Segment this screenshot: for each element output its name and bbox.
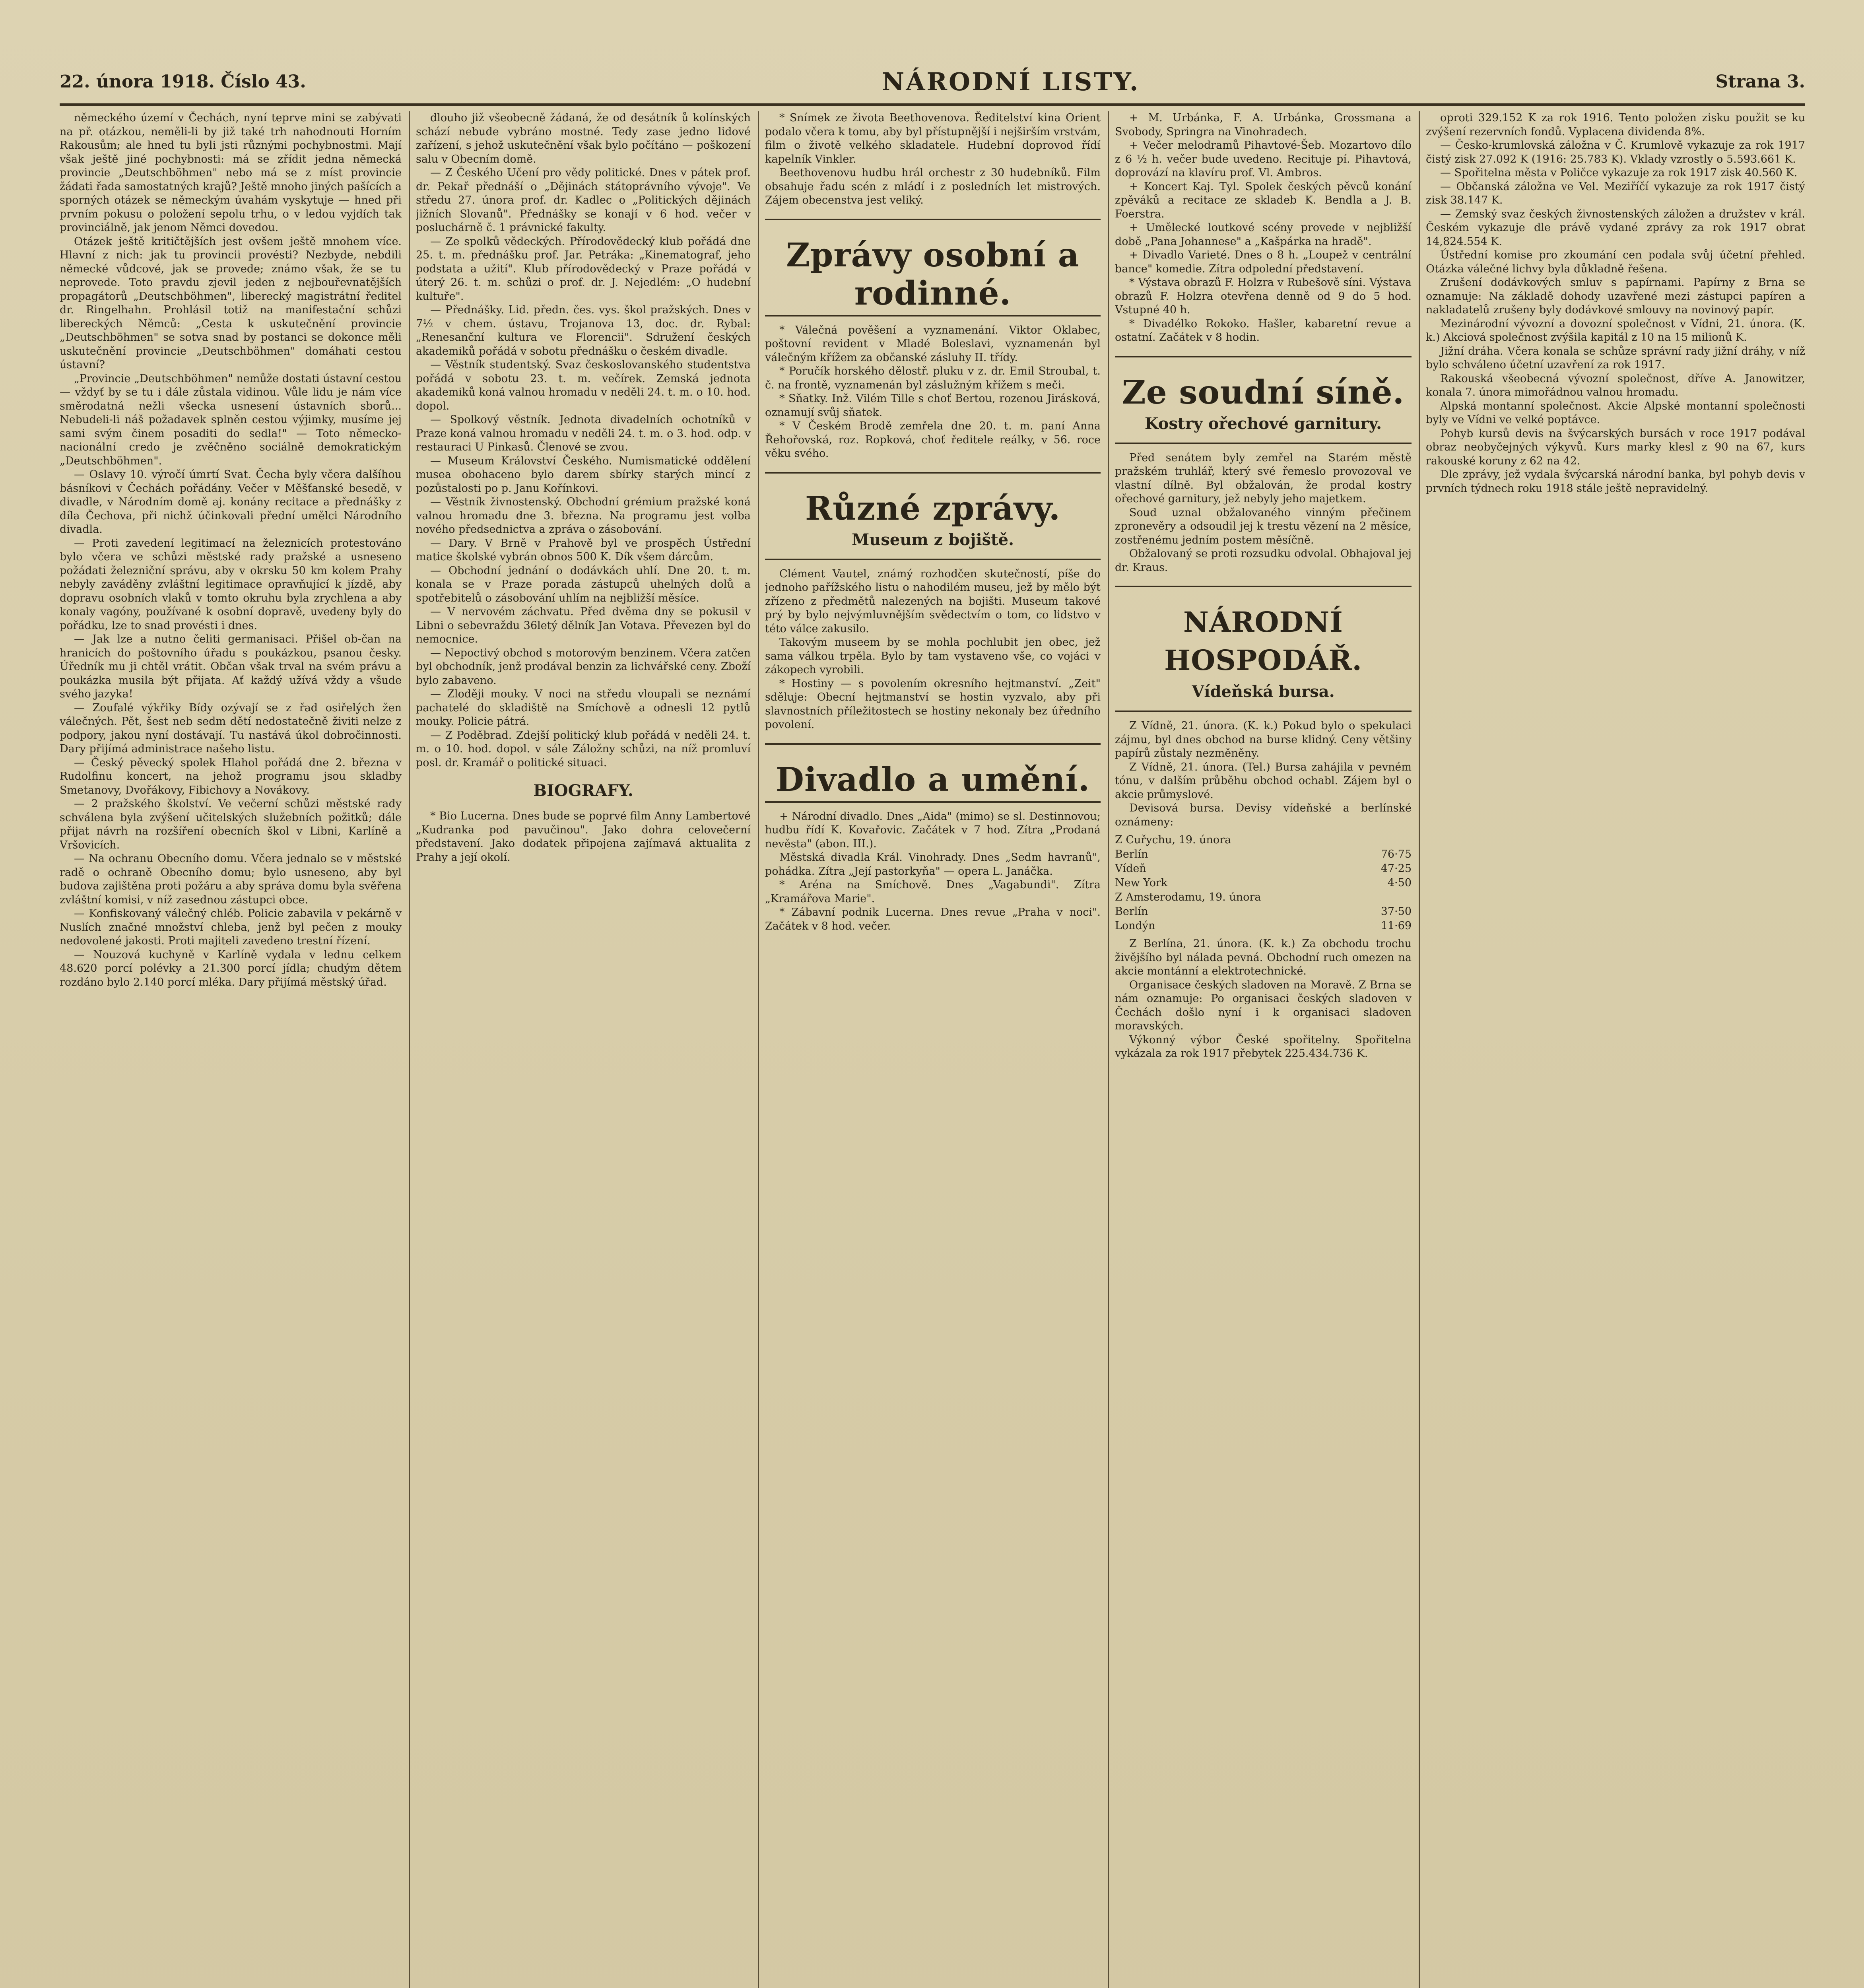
devisy-value: 37·50 — [1381, 905, 1412, 918]
hospodar-subheading: Vídeňská bursa. — [1192, 682, 1335, 701]
devisy-name: Z Amsterodamu, 19. února — [1115, 891, 1261, 903]
devisy-name: Z Cuřychu, 19. února — [1115, 834, 1231, 846]
article-paragraph: — Z Českého Učení pro vědy politické. Dnes v pátek prof. dr. Pekař přednáší o „Dějinách státoprávního vývoje". Ve středu 27. února prof. dr. Kadlec o „Politických dějinách jižních Slovanů". Přednášky se konají v 6 hod. večer v posluchárně č. 1 právnické fakulty. — [416, 167, 751, 234]
osobni-heading: Zprávy osobní a rodinné. — [786, 236, 1080, 313]
article-paragraph: — Ze spolků vědeckých. Přírodovědecký klub pořádá dne 25. t. m. přednášku prof. Jar. Petráka: „Kinematograf, jeho podstata a užití". Klub přírodovědecký v Praze pořádá v úterý 26. t. m. schůzi o prof. dr. J. Nejedlém: „O hudební kultuře". — [416, 235, 751, 303]
article-paragraph: + Divadlo Varieté. Dnes o 8 h. „Loupež v centrální bance" komedie. Zítra odpolední představení. — [1115, 249, 1412, 275]
article-paragraph: * Sňatky. Inž. Vilém Tille s choť Bertou, rozenou Jirásková, oznamují svůj sňatek. — [765, 392, 1101, 419]
article-paragraph: — Česko-krumlovská záložna v Č. Krumlově vykazuje za rok 1917 čistý zisk 27.092 K (1916: 25.783 K). Vklady vzrostly o 5.593.661 K. — [1426, 139, 1805, 165]
column-2 — [416, 111, 751, 1988]
article-paragraph: Soud uznal obžalovaného vinným přečinem zpronevěry a odsoudil jej k trestu vězení na 2 měsíce, zostřenému jedním postem měsíčně. — [1115, 506, 1412, 546]
article-paragraph: — Občanská záložna ve Vel. Meziříčí vykazuje za rok 1917 čistý zisk 38.147 K. — [1426, 180, 1805, 206]
article-paragraph: Alpská montanní společnost. Akcie Alpské montanní společnosti byly ve Vídni ve velké poptávce. — [1426, 400, 1805, 426]
article-paragraph: Zrušení dodávkových smluv s papírnami. Papírny z Brna se oznamuje: Na základě dohody uzavřené mezi zástupci papíren a nakladatelů zrušeny byly dodávkové smlouvy na novinový papír. — [1426, 276, 1805, 316]
article-paragraph: Rakouská všeobecná vývozní společnost, dříve A. Janowitzer, konala 7. února mimořádnou valnou hromadu. — [1426, 372, 1805, 398]
article-paragraph: „Provincie „Deutschböhmen" nemůže dostati ústavní cestou — vždyť by se tu i dále zůstala vidinou. Vůle lidu je nám více směrodatná nežli všecka usnesení ústavních sborů... Nebudeli-li náš požadavek splněn cestou výjimky, musíme jej sami svým činem posaditi do sedla!" — Toto německo-nacionální credo je zvěčněno sociálně demokratickým „Deutschböhmen". — [60, 372, 402, 467]
article-paragraph: Obžalovaný se proti rozsudku odvolal. Obhajoval jej dr. Kraus. — [1115, 547, 1412, 574]
article-paragraph: — Oslavy 10. výročí úmrtí Svat. Čecha byly včera dalšíhou básníkovi v Čechách pořádány. Večer v Měšťanské besedě, v divadle, v Národním domě aj. konány recitace a přednášky z díla Čechova, při nichž účinkovali přední umělci Národního divadla. — [60, 468, 402, 536]
ruzne-heading: Různé zprávy. — [805, 489, 1061, 528]
column-rule — [409, 111, 410, 1988]
soudni-section — [1115, 356, 1412, 444]
biografy-heading: BIOGRAFY. — [533, 781, 633, 800]
article-paragraph: Městská divadla Král. Vinohrady. Dnes „Sedm havranů", pohádka. Zítra „Její pastorkyňa" — opera L. Janáčka. — [765, 851, 1101, 878]
devisy-name: Berlín — [1115, 848, 1148, 860]
article-paragraph: — Z Poděbrad. Zdejší politický klub pořádá v neděli 24. t. m. o 10. hod. dopol. v sále Záložny schůzi, na níž promluví posl. dr. Kramář o politické situaci. — [416, 729, 751, 769]
article-paragraph: * Aréna na Smíchově. Dnes „Vagabundi". Zítra „Kramářova Marie". — [765, 879, 1101, 905]
ruzne-section — [765, 472, 1101, 560]
article-paragraph: Před senátem byly zemřel na Starém městě pražském truhlář, který své řemeslo provozoval ve vlastní dílně. Byl obžalován, že prodal kostry ořechové garnitury, jež nebyly jeho majetkem. — [1115, 451, 1412, 505]
article-paragraph: + M. Urbánka, F. A. Urbánka, Grossmana a Svobody, Springra na Vinohradech. — [1115, 112, 1412, 138]
hospodar-section — [1115, 586, 1412, 712]
article-paragraph: německého území v Čechách, nyní teprve mini se zabývati na př. otázkou, neměli-li by již také trh nahodnouti Horním Rakousům; ale hned tu byli jsti různými pochybnostmi. Mají však ještě jiné pochybnosti: má se zřídit jedna německá provincie „Deutschböhmen" nebo má se z míst provincie žádati řada samostatných krajů? Ještě mnoho jiných pašících a sporných otázek se německým úvahám vyskytuje — hned při prvním pokusu o položení sepolu trhu, o v ledou vyjdích tak provinciálně, jak jenom Němci dovedou. — [60, 112, 402, 234]
article-paragraph: — Dary. V Brně v Prahově byl ve prospěch Ústřední matice školské vybrán obnos 500 K. Dík všem dárcům. — [416, 537, 751, 563]
article-paragraph: + Večer melodramů Pihavtové-Šeb. Mozartovo dílo z 6 ½ h. večer bude uvedeno. Recituje pí. Pihavtová, doprovází na klavíru prof. Vl. Ambros. — [1115, 139, 1412, 179]
article-paragraph: * Hostiny — s povolením okresního hejtmanství. „Zeit" sděluje: Obecní hejtmanství se hostin vyzvalo, aby při slavnostních příležitostech se hostiny nekonaly bez úředního povolení. — [765, 677, 1101, 731]
article-paragraph: Z Vídně, 21. února. (K. k.) Pokud bylo o spekulaci zájmu, byl dnes obchod na burse klidný. Ceny většiny papírů zůstaly nezměněny. — [1115, 720, 1412, 759]
article-paragraph: Pohyb kursů devis na švýcarských bursách v roce 1917 podával obraz neobyčejných výkyvů. Kurs marky klesl z 90 na 67, kurs rakouské koruny z 62 na 42. — [1426, 427, 1805, 467]
article-paragraph: * Snímek ze života Beethovenova. Ředitelství kina Orient podalo včera k tomu, aby byl přístupnější i nejširším vrstvám, film o životě velkého skladatele. Hudební doprovod řídí kapelník Vinkler. — [765, 112, 1101, 165]
article-paragraph: — 2 pražského školství. Ve večerní schůzi městské rady schválena byla zvýšení učitelských služebních požitků; dále přijat návrh na rozšíření obecních škol v Libni, Karlíně a Vršovicích. — [60, 798, 402, 851]
devisy-value: 4·50 — [1387, 877, 1412, 889]
devisy-row — [1115, 862, 1412, 876]
ruzne-subheading: Museum z bojiště. — [852, 530, 1014, 549]
article-paragraph: Beethovenovu hudbu hrál orchestr z 30 hudebníků. Film obsahuje řadu scén z mládí i z posledních let mistrových. Zájem obecenstva jest veliký. — [765, 167, 1101, 206]
divadlo-heading: Divadlo a umění. — [775, 760, 1090, 799]
article-paragraph: + Národní divadlo. Dnes „Aida" (mimo) se sl. Destinnovou; hudbu řídí K. Kovařovic. Začátek v 7 hod. Zítra „Prodaná nevěsta" (abon. III.). — [765, 810, 1101, 850]
devisy-name: Berlín — [1115, 905, 1148, 918]
devisy-name: Londýn — [1115, 920, 1155, 932]
soudni-subheading: Kostry ořechové garnitury. — [1144, 414, 1382, 433]
article-paragraph: — Zemský svaz českých živnostenských záložen a družstev v král. Českém vykazuje dle právě vydané zprávy za rok 1917 obrat 14,824.554 K. — [1426, 208, 1805, 248]
devisy-row — [1115, 890, 1412, 905]
article-paragraph: — Věstník studentský. Svaz českoslovanského studentstva pořádá v sobotu 23. t. m. večírek. Zemská jednota akademiků koná valnou hromadu v neděli 24. t. m. o 10. hod. dopol. — [416, 359, 751, 412]
article-paragraph: — Zloději mouky. V noci na středu vloupali se neznámí pachatelé do skladiště na Smíchově a odnesli 12 pytlů mouky. Policie pátrá. — [416, 688, 751, 728]
hospodar-heading: NÁRODNÍ HOSPODÁŘ. — [1164, 606, 1362, 677]
devisy-name: New York — [1115, 877, 1168, 889]
article-paragraph: * Zábavní podnik Lucerna. Dnes revue „Praha v noci". Začátek v 8 hod. večer. — [765, 906, 1101, 932]
article-paragraph: + Koncert Kaj. Tyl. Spolek českých pěvců konání zpěváků a recitace ze skladeb K. Bendla a J. B. Foerstra. — [1115, 180, 1412, 220]
col1-body — [60, 111, 402, 989]
article-paragraph: — Nouzová kuchyně v Karlíně vydala v lednu celkem 48.620 porcí polévky a 21.300 porcí jídla; chudým dětem rozdáno bylo 2.140 porcí mléka. Dary přijímá městský úřad. — [60, 948, 402, 988]
article-paragraph: — Zoufalé výkřiky Bídy ozývají se z řad osiřelých žen válečných. Pět, šest neb sedm dětí nedostatečně živiti nelze z podpory, jakou nyní dostávají. Tu nastává úkol dobročinnosti. Dary přijímá administrace našeho listu. — [60, 701, 402, 755]
page-header — [60, 60, 1805, 106]
article-paragraph: — Spolkový věstník. Jednota divadelních ochotníků v Praze koná valnou hromadu v neděli 24. t. m. o 3. hod. odp. v restauraci U Pinkasů. Členové se zvou. — [416, 414, 751, 453]
article-paragraph: oproti 329.152 K za rok 1916. Tento položen zisku použit se ku zvýšení rezervních fondů. Vyplacena dividenda 8%. — [1426, 112, 1805, 138]
devisy-table — [1115, 833, 1412, 933]
article-paragraph: Clément Vautel, známý rozhodčen skutečností, píše do jednoho pařížského listu o nahodilém museu, jež by mělo být zřízeno z předmětů nalezených na bojišti. Museum takové prý by bylo nejvýmluvnějším svědectvím o tom, co lidstvo v této válce zakusilo. — [765, 567, 1101, 635]
col2-body — [416, 111, 751, 770]
col4-intro — [1115, 111, 1412, 345]
column-1 — [60, 111, 402, 1988]
article-paragraph: Výkonný výbor České spořitelny. Spořitelna vykázala za rok 1917 přebytek 225.434.736 K. — [1115, 1033, 1412, 1060]
devisy-row — [1115, 905, 1412, 919]
article-paragraph: Jižní dráha. Včera konala se schůze správní rady jižní dráhy, v níž bylo schváleno účetní uzavření za rok 1917. — [1426, 345, 1805, 371]
divadlo-section — [765, 743, 1101, 803]
devisy-row — [1115, 833, 1412, 847]
article-paragraph: * Výstava obrazů F. Holzra v Rubešově síni. Výstava obrazů F. Holzra otevřena denně od 9 do 5 hod. Vstupné 40 h. — [1115, 276, 1412, 316]
soudni-heading: Ze soudní síně. — [1122, 373, 1405, 412]
article-paragraph: * V Českém Brodě zemřela dne 20. t. m. paní Anna Řehořovská, roz. Ropková, choť ředitele reálky, v 56. roce věku svého. — [765, 420, 1101, 460]
col5-body — [1426, 111, 1805, 495]
article-paragraph: Mezinárodní vývozní a dovozní společnost v Vídni, 21. února. (K. k.) Akciová společnost zvýšila kapitál z 10 na 15 milionů K. — [1426, 317, 1805, 344]
article-paragraph: + Umělecké loutkové scény provede v nejbližší době „Pana Johannese" a „Kašpárka na hradě". — [1115, 221, 1412, 248]
article-paragraph: — Věstník živnostenský. Obchodní grémium pražské koná valnou hromadu dne 3. března. Na programu jest volba nového předsednictva a zpráva o zásobování. — [416, 496, 751, 536]
article-paragraph: — Jak lze a nutno čeliti germanisaci. Přišel ob-čan na hranicích do poštovního úřadu s poukázkou, psanou česky. Úředník mu ji chtěl vrátit. Občan však trval na svém právu a poukázka musila být přijata. Ať každý užívá vždy a všude svého jazyka! — [60, 633, 402, 700]
article-paragraph: Devisová bursa. Devisy vídeňské a berlínské oznámeny: — [1115, 802, 1412, 828]
article-paragraph: * Poručík horského dělostř. pluku v z. dr. Emil Stroubal, t. č. na frontě, vyznamenán byl záslužným křížem s meči. — [765, 365, 1101, 391]
col3-intro — [765, 111, 1101, 208]
devisy-name: Vídeň — [1115, 862, 1146, 875]
devisy-value: 76·75 — [1381, 848, 1412, 860]
article-paragraph: * Válečná pověšení a vyznamenání. Viktor Oklabec, poštovní revident v Mladé Boleslavi, vyznamenán byl válečným křížem za občanské zásluhy II. třídy. — [765, 324, 1101, 364]
article-paragraph: Z Berlína, 21. února. (K. k.) Za obchodu trochu živějšího byl nálada pevná. Obchodní ruch omezen na akcie montánní a elektrotechnické. — [1115, 938, 1412, 977]
article-paragraph: Organisace českých sladoven na Moravě. Z Brna se nám oznamuje: Po organisaci českých sladoven v Čechách došlo nyní i k organisaci sladoven moravských. — [1115, 978, 1412, 1032]
article-paragraph: — V nervovém záchvatu. Před dvěma dny se pokusil v Libni o sebevraždu 36letý dělník Jan Votava. Převezen byl do nemocnice. — [416, 606, 751, 645]
column-rule — [1419, 111, 1420, 1988]
column-4 — [1115, 111, 1412, 1988]
article-paragraph: Takovým museem by se mohla pochlubit jen obec, jež sama válkou trpěla. Bylo by tam vystaveno vše, co vojáci v zákopech vyrobili. — [765, 636, 1101, 676]
column-3 — [765, 111, 1101, 1988]
article-paragraph: — Přednášky. Lid. předn. čes. vys. škol pražských. Dnes v 7½ v chem. ústavu, Trojanova 13, doc. dr. Rybal: „Renesanční kultura ve Florencii". Sdružení českých akademiků pořádá v sobotu přednášku o českém divadle. — [416, 304, 751, 357]
hospodar-body-2 — [1115, 937, 1412, 1061]
article-paragraph: * Divadélko Rokoko. Hašler, kabaretní revue a ostatní. Začátek v 8 hodin. — [1115, 317, 1412, 344]
soudni-body — [1115, 451, 1412, 575]
article-paragraph: — Museum Království Českého. Numismatické oddělení musea obohaceno bylo darem sbírky starých mincí z pozůstalosti po p. Janu Kořínkovi. — [416, 454, 751, 495]
article-paragraph: — Obchodní jednání o dodávkách uhlí. Dne 20. t. m. konala se v Praze porada zástupců uhelných dolů a spotřebitelů o zásobování uhlím na nejbližší měsíce. — [416, 564, 751, 604]
masthead: NÁRODNÍ LISTY. — [882, 67, 1140, 96]
devisy-value: 11·69 — [1381, 920, 1412, 932]
divadlo-body — [765, 810, 1101, 934]
devisy-value: 47·25 — [1381, 862, 1412, 875]
article-paragraph: — Proti zavedení legitimací na železnicích protestováno bylo včera ve schůzi městské rady pražské a usneseno požádati železniční správu, aby v okrsku 50 km kolem Prahy nebyly zaváděny zvláštní legitimace opravňující k jízdě, aby dopravu osobních vlaků v tomto okruhu byla zrychlena a aby konaly vagóny, používané k osobní dopravě, uvedeny byly do pořádku, lze to snad provésti i dnes. — [60, 537, 402, 632]
article-paragraph: — Konfiskovaný válečný chléb. Policie zabavila v pekárně v Nuslích značné množství chleba, jenž byl pečen z mouky nedovolené jakosti. Proti majiteli zavedeno trestní řízení. — [60, 907, 402, 947]
article-paragraph: Z Vídně, 21. února. (Tel.) Bursa zahájila v pevném tónu, v dalším průběhu obchod ochabl. Zájem byl o akcie průmyslové. — [1115, 761, 1412, 801]
issue-date: 22. února 1918. Číslo 43. — [60, 71, 306, 92]
column-rule — [1108, 111, 1109, 1988]
biografy-text: * Bio Lucerna. Dnes bude se poprvé film Anny Lambertové „Kudranka pod pavučinou". Jako dohra celovečerní představení. Jako dodatek připojena zajímavá aktualita z Prahy a její okolí. — [416, 810, 751, 864]
devisy-row — [1115, 847, 1412, 862]
ruzne-body — [765, 567, 1101, 732]
column-rule — [758, 111, 759, 1988]
article-paragraph: — Na ochranu Obecního domu. Včera jednalo se v městské radě o ochraně Obecního domu; bylo usneseno, aby byl budova zajištěna proti požáru a aby správa domu byla svěřena zvláštní komisi, v níž zasednou zástupci obce. — [60, 852, 402, 906]
article-paragraph: — Český pěvecký spolek Hlahol pořádá dne 2. března v Rudolfinu koncert, na jehož programu jsou skladby Smetanovy, Dvořákovy, Fibichovy a Novákovy. — [60, 756, 402, 796]
column-5 — [1426, 111, 1805, 1988]
osobni-section — [765, 219, 1101, 316]
osobni-body — [765, 324, 1101, 461]
article-paragraph: dlouho již všeobecně žádaná, že od desátník ů kolínských schází nebude vybráno mostné. Tedy zase jedno lidové zařízení, s jehož uskutečnění však bylo počítáno — poškození salu v Obecním domě. — [416, 112, 751, 165]
article-paragraph: — Spořitelna města v Poličce vykazuje za rok 1917 zisk 40.560 K. — [1440, 167, 1798, 179]
page-number: Strana 3. — [1715, 71, 1805, 92]
article-paragraph: Dle zprávy, jež vydala švýcarská národní banka, byl pohyb devis v prvních týdnech roku 1918 stále ještě nepravidelný. — [1426, 468, 1805, 495]
article-paragraph: Ústřední komise pro zkoumání cen podala svůj účetní přehled. Otázka válečné lichvy byla důkladně řešena. — [1426, 249, 1805, 275]
devisy-row — [1115, 919, 1412, 933]
hospodar-body — [1115, 719, 1412, 829]
article-paragraph: Otázek ještě kritičtějších jest ovšem ještě mnohem více. Hlavní z nich: jak tu provincii provésti? Nezbyde, nebdili německé vůdcové, jak se provede; známo však, že se tu neprovede. Toto pravdu zjevil jeden z nejbouřevnatějších propagátorů „Deutschböhmen", liberecký magistrátní ředitel dr. Ringelhahn. Prohlásil totiž na manifestační schůzi libereckých Němců: „Cesta k uskutečnění provincie „Deutschböhmen" se sotva snad by postanci se dokonce měli uskutečnění provincie „Deutschböhmen" domáhati cestou ústavní? — [60, 235, 402, 371]
article-paragraph: — Nepoctivý obchod s motorovým benzinem. Včera zatčen byl obchodník, jenž prodával benzin za lichvářské ceny. Zboží bylo zabaveno. — [416, 646, 751, 687]
devisy-row — [1115, 876, 1412, 890]
